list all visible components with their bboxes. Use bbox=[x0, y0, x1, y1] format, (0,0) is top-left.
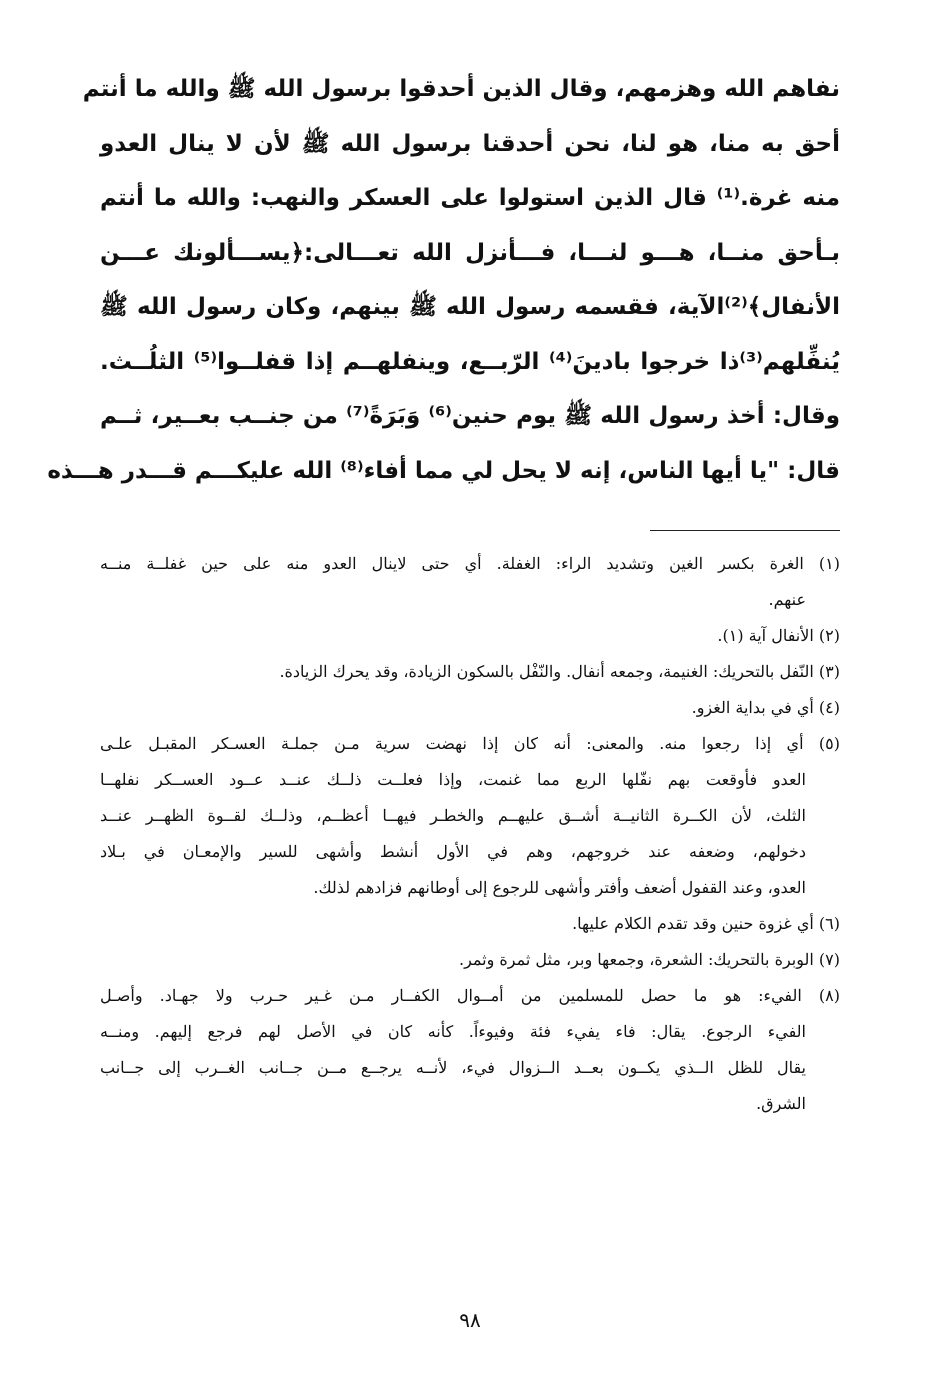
main-text-line: وقال: أخذ رسول الله ﷺ يوم حنين⁽⁶⁾ وَبَرَةً⁽⁷⁾ من جنــب بعــير، ثــم bbox=[100, 403, 840, 429]
main-text-line: يُنفِّلهم⁽³⁾ذا خرجوا بادينَ⁽⁴⁾ الرّبــع، وينفلهــم إذا قفلــوا⁽⁵⁾ الثلُــث. bbox=[100, 348, 840, 375]
footnote-line: (٦) أي غزوة حنين وقد تقدم الكلام عليها. bbox=[572, 914, 840, 933]
footnote-line: (٢) الأنفال آية (١). bbox=[717, 626, 840, 645]
footnote-separator bbox=[650, 530, 840, 531]
footnote-line: الثلث، لأن الكــرة الثانيــة أشــق عليهــم والخطـر فيهــا أعظــم، وذلــك لقــوة الظهــر عنــد bbox=[100, 806, 806, 825]
footnote-line: العدو فأوقعت بهم نفّلها الربع مما غنمت، وإذا فعلــت ذلــك عنــد عــود العســكر نفلهــا bbox=[100, 770, 806, 789]
footnote-line: الفيء الرجوع. يقال: فاء يفيء فئة وفيوءاً. كأنه كان في الأصل لهم فرجع إليهم. ومنــه bbox=[100, 1022, 806, 1041]
footnote-line: (٨) الفيء: هو ما حصل للمسلمين من أمــوال الكفــار مـن غـير حـرب ولا جهـاد. وأصـل bbox=[100, 986, 840, 1005]
main-text-line: بـأحق منــا، هـــو لنـــا، فـــأنزل الله تعـــالى:﴿يســـألونك عـــن bbox=[100, 239, 840, 266]
footnote-line: (٤) أي في بداية الغزو. bbox=[691, 698, 840, 717]
footnote-line: (١) الغرة بكسر الغين وتشديد الراء: الغفلة. أي حتى لاينال العدو منه على حين غفلــة منــه bbox=[100, 554, 840, 573]
main-text-line: الأنفال﴾⁽²⁾الآية، فقسمه رسول الله ﷺ بينهم، وكان رسول الله ﷺ bbox=[100, 294, 840, 320]
footnote-line: (٧) الوبرة بالتحريك: الشعرة، وجمعها وبر، مثل ثمرة وثمر. bbox=[458, 950, 840, 969]
main-text-line: قال: "يا أيها الناس، إنه لا يحل لي مما أفاء⁽⁸⁾ الله عليكـــم قـــدر هـــذه bbox=[47, 457, 840, 484]
main-text-line: نفاهم الله وهزمهم، وقال الذين أحدقوا برسول الله ﷺ والله ما أنتم bbox=[82, 76, 840, 102]
main-text bbox=[47, 62, 841, 498]
main-text-line: منه غرة.⁽¹⁾ قال الذين استولوا على العسكر والنهب: والله ما أنتم bbox=[100, 185, 841, 211]
footnote-line: يقال للظل الــذي يكــون بعــد الــزوال فيء، لأنــه يرجــع مــن جــانب الغــرب إلى جــانب bbox=[100, 1058, 806, 1077]
footnote-line: (٥) أي إذا رجعوا منه. والمعنى: أنه كان إذا نهضت سرية مـن جملـة العسـكر المقبـل علـى bbox=[100, 734, 840, 753]
book-page bbox=[47, 62, 841, 1352]
footnote-line: عنهم. bbox=[768, 590, 806, 609]
footnote-line: الشرق. bbox=[756, 1094, 806, 1113]
main-text-line: أحق به منا، هو لنا، نحن أحدقنا برسول الله ﷺ لأن لا ينال العدو bbox=[100, 130, 840, 157]
page-number: ٩٨ bbox=[459, 1308, 481, 1332]
footnote-line: (٣) النّفل بالتحريك: الغنيمة، وجمعه أنفال. والنّفْل بالسكون الزيادة، وقد يحرك الزيادة. bbox=[279, 662, 840, 681]
footnote-line: دخولهم، وضعفه عند خروجهم، وهم في الأول أنشط وأشهى للسير والإمعـان في بـلاد bbox=[100, 842, 806, 861]
footnote-line: العدو، وعند القفول أضعف وأفتر وأشهى للرجوع إلى أوطانهم فزادهم لذلك. bbox=[313, 878, 806, 897]
footnotes bbox=[100, 546, 840, 1122]
